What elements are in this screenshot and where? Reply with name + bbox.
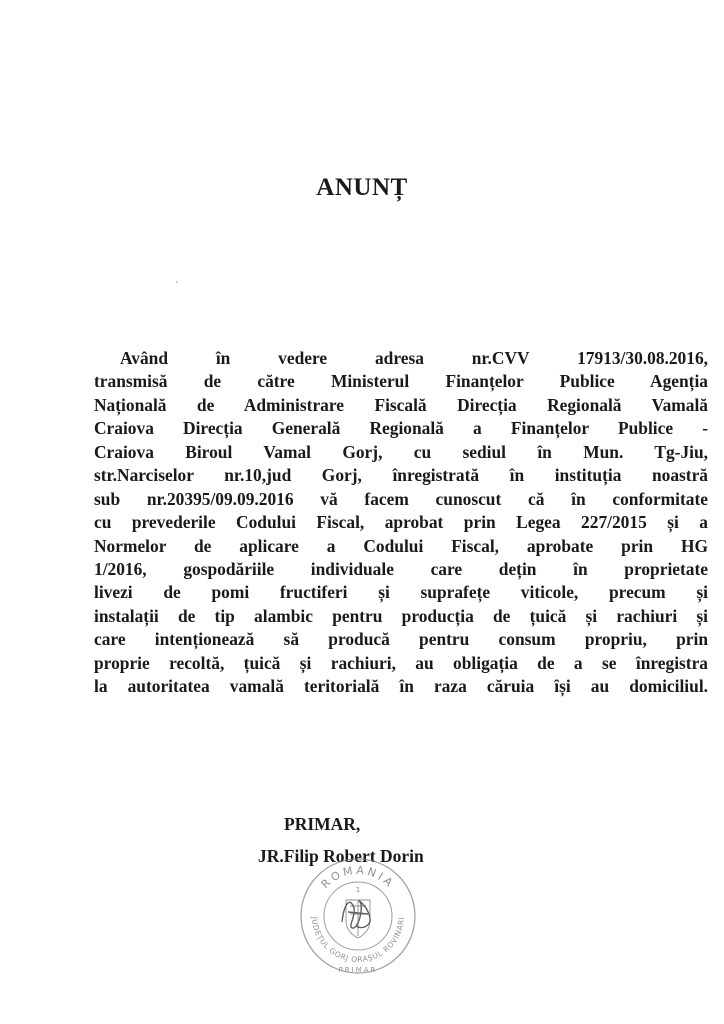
stamp-top-text: ROMANIA <box>318 863 398 892</box>
body-line: Normelor de aplicare a Codului Fiscal, aprobate prin HG <box>94 535 708 556</box>
body-line: proprie recoltă, țuică și rachiuri, au obligația de a se înregistra <box>94 652 708 673</box>
body-line: livezi de pomi fructiferi și suprafețe viticole, precum și <box>94 582 708 603</box>
signature-name: JR.Filip Robert Dorin <box>258 846 424 866</box>
signature-role: PRIMAR, <box>284 814 361 834</box>
body-line: Craiova Direcția Generală Regională a Finanțelor Publice - <box>94 418 708 439</box>
stamp-footer-text: PRIMAR <box>338 966 378 974</box>
scan-speck <box>176 281 178 283</box>
body-line: instalații de tip alambic pentru producția de țuică și rachiuri și <box>94 605 708 626</box>
official-stamp <box>298 856 418 976</box>
body-line: 1/2016, gospodăriile individuale care dețin în proprietate <box>94 558 708 579</box>
body-line: transmisă de către Ministerul Finanțelor Publice Agenția <box>94 371 708 392</box>
body-line: Națională de Administrare Fiscală Direcția Regională Vamală <box>94 394 708 415</box>
body-line: cu prevederile Codului Fiscal, aprobat prin Legea 227/2015 și a <box>94 512 708 533</box>
body-line: Având în vedere adresa nr.CVV 17913/30.08.2016, <box>120 348 708 368</box>
body-line: care intenționează să producă pentru consum propriu, prin <box>94 629 708 650</box>
announcement-body <box>94 347 708 699</box>
body-line: Craiova Biroul Vamal Gorj, cu sediul în Mun. Tg-Jiu, <box>94 441 708 462</box>
stamp-center-number: 1 <box>355 886 361 894</box>
body-line: str.Narciselor nr.10,jud Gorj, înregistrată în instituția noastră <box>94 465 708 486</box>
body-line: sub nr.20395/09.09.2016 vă facem cunoscut că în conformitate <box>94 488 708 509</box>
document-title: ANUNȚ <box>316 174 408 201</box>
body-line: la autoritatea vamală teritorială în raza căruia își au domiciliul. <box>94 676 708 697</box>
coat-of-arms-icon <box>346 900 370 938</box>
stamp-bottom-text: JUDEȚUL GORJ ORAȘUL ROVINARI <box>309 916 407 965</box>
